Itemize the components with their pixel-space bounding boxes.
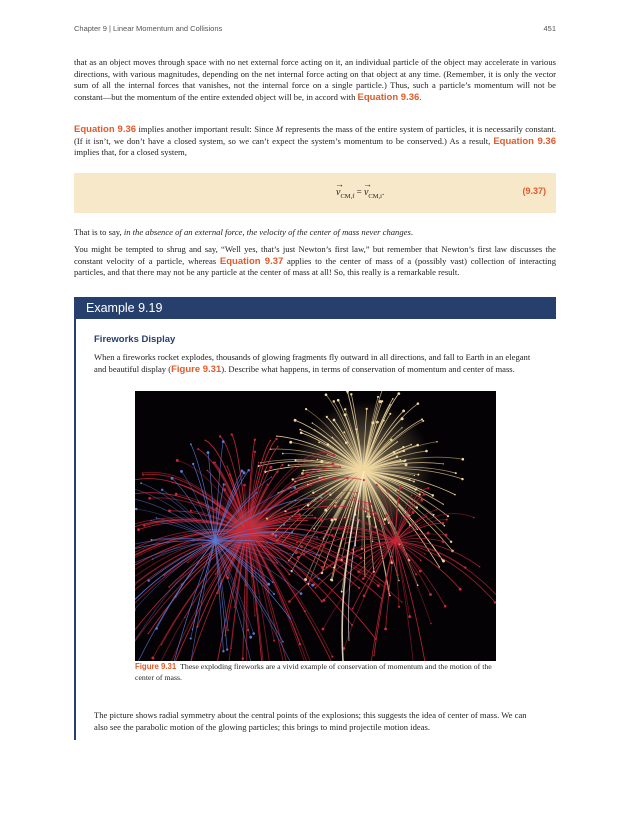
firework-spark: [156, 517, 157, 518]
firework-spark: [321, 600, 323, 602]
firework-spark: [479, 566, 480, 567]
firework-spark: [403, 450, 405, 452]
firework-spark: [223, 483, 225, 485]
firework-spark: [298, 513, 301, 516]
firework-streak: [247, 531, 353, 661]
firework-spark: [197, 448, 199, 450]
firework-spark: [443, 504, 444, 505]
firework-spark: [436, 509, 437, 510]
firework-spark: [192, 463, 194, 465]
firework-spark: [289, 441, 292, 444]
firework-spark: [318, 578, 320, 580]
firework-spark: [327, 443, 330, 446]
firework-spark: [430, 623, 431, 624]
page-number: 451: [543, 24, 556, 33]
firework-spark: [256, 492, 258, 494]
figure-link[interactable]: Figure 9.31: [171, 363, 222, 375]
firework-spark: [447, 515, 449, 517]
firework-spark: [190, 638, 192, 640]
firework-spark: [425, 450, 428, 453]
running-head: [74, 24, 556, 38]
firework-spark: [424, 553, 425, 554]
firework-spark: [176, 459, 179, 462]
firework-spark: [282, 453, 284, 455]
firework-spark: [375, 484, 377, 486]
firework-spark: [320, 519, 322, 521]
firework-spark: [333, 419, 336, 422]
firework-spark: [288, 464, 290, 466]
firework-spark: [135, 508, 137, 511]
firework-spark: [461, 478, 463, 480]
red-burst: [135, 433, 496, 661]
firework-spark: [398, 580, 399, 581]
firework-spark: [171, 477, 174, 480]
firework-spark: [459, 588, 462, 591]
firework-spark: [331, 579, 333, 581]
firework-spark: [436, 441, 438, 443]
firework-spark: [137, 528, 140, 531]
chapter-title: Chapter 9 | Linear Momentum and Collisions: [74, 24, 223, 33]
firework-spark: [175, 493, 178, 496]
firework-spark: [313, 528, 315, 530]
firework-spark: [323, 599, 326, 602]
paragraph-newton: You might be tempted to shrug and say, “Well yes, that’s just Newton’s first law,” but remember that Newton’s first law discusses the constant velocity of a particle, whereas Equation 9.37 applies to the center of mass of a (possibly vast) collection of interacting particles, and that there may not be any particle at the center of mass at all! So, this really is a remarkable result.: [74, 244, 556, 278]
firework-spark: [323, 562, 326, 565]
paragraph-intro: that as an object moves through space with no net external force acting on it, an individual particle of the object may accelerate in various directions, with various magnitudes, depending on the net internal force acting on that object at any time. (Remember, it is only the vector sum of all the internal forces that vanishes, not the internal force on a single particle.) Thus, such a particle’s momentum will not be constant—but the momentum of the entire extended object will be, in accord with Equation 9.36.: [74, 57, 556, 103]
firework-spark: [205, 440, 206, 441]
firework-spark: [227, 630, 228, 631]
firework-spark: [294, 459, 296, 461]
firework-spark: [353, 496, 355, 498]
firework-spark: [190, 443, 192, 445]
firework-spark: [363, 595, 366, 598]
firework-spark: [427, 487, 429, 489]
firework-spark: [277, 446, 279, 448]
firework-streak: [135, 541, 215, 661]
firework-spark: [352, 608, 354, 610]
firework-spark: [346, 477, 349, 480]
firework-spark: [344, 542, 346, 544]
firework-spark: [357, 571, 360, 574]
firework-spark: [381, 400, 383, 402]
firework-spark: [283, 524, 285, 526]
firework-spark: [397, 499, 399, 501]
firework-spark: [355, 545, 356, 546]
firework-spark: [421, 418, 423, 420]
firework-spark: [384, 627, 387, 630]
firework-spark: [243, 471, 246, 474]
firework-spark: [331, 519, 334, 522]
firework-spark: [296, 542, 298, 544]
firework-spark: [341, 591, 343, 593]
velocity-symbol: → v: [335, 179, 344, 198]
firework-spark: [344, 413, 347, 416]
firework-streak: [395, 541, 413, 661]
firework-spark: [343, 431, 345, 433]
firework-spark: [258, 462, 259, 463]
firework-spark: [423, 493, 426, 496]
equation-link[interactable]: Equation 9.36: [74, 124, 137, 135]
firework-spark: [151, 657, 154, 660]
firework-spark: [171, 482, 172, 483]
firework-spark: [345, 441, 348, 444]
firework-spark: [282, 641, 284, 643]
firework-spark: [369, 516, 371, 518]
firework-spark: [332, 527, 334, 529]
equation-content: → $v_{CM,f}$ = → $v_{CM,i}$.: [335, 179, 385, 200]
firework-spark: [249, 636, 252, 639]
firework-spark: [300, 592, 303, 595]
firework-spark: [297, 508, 300, 511]
firework-spark: [433, 514, 435, 516]
firework-spark: [318, 555, 319, 556]
firework-spark: [300, 545, 303, 548]
firework-streak: [135, 541, 215, 661]
firework-spark: [294, 486, 297, 489]
firework-spark: [304, 610, 306, 612]
velocity-symbol: → v: [362, 179, 372, 198]
example-header: [74, 297, 556, 319]
firework-spark: [269, 466, 272, 469]
firework-spark: [207, 470, 208, 471]
firework-spark: [326, 451, 328, 453]
firework-spark: [322, 628, 325, 631]
firework-spark: [275, 438, 277, 440]
firework-spark: [350, 393, 352, 395]
equation-link[interactable]: Equation 9.36: [493, 135, 556, 147]
firework-spark: [332, 454, 335, 457]
figure-caption: Figure 9.31 These exploding fireworks are a vivid example of conservation of momentum and the motion of the center of mass.: [135, 662, 492, 682]
firework-spark: [444, 525, 446, 527]
firework-spark: [312, 514, 313, 515]
firework-spark: [331, 462, 334, 465]
firework-spark: [399, 486, 402, 489]
firework-spark: [358, 587, 360, 589]
subscript-initial: CM,i: [368, 192, 382, 200]
firework-spark: [417, 474, 419, 476]
equation-box: [74, 173, 556, 213]
firework-spark: [281, 464, 283, 466]
firework-spark: [389, 595, 391, 597]
firework-spark: [234, 607, 235, 608]
firework-spark: [444, 605, 447, 608]
firework-spark: [243, 484, 246, 487]
firework-spark: [462, 458, 465, 461]
firework-spark: [152, 558, 153, 559]
example-closing: The picture shows radial symmetry about the central points of the explosions; this suggests the idea of center of mass. We can also see the parabolic motion of the glowing particles; this brings to mind projectile motion ideas.: [94, 710, 527, 732]
firework-spark: [302, 470, 304, 472]
firework-spark: [311, 584, 314, 587]
firework-spark: [389, 413, 391, 415]
firework-spark: [180, 470, 183, 473]
firework-spark: [187, 562, 188, 563]
firework-spark: [321, 566, 324, 569]
firework-spark: [299, 429, 301, 431]
example-title: Example 9.19: [86, 301, 163, 315]
firework-spark: [219, 435, 221, 437]
firework-spark: [317, 459, 319, 461]
figure-label: Figure 9.31: [135, 662, 177, 671]
firework-spark: [412, 511, 415, 514]
firework-spark: [473, 517, 475, 519]
firework-spark: [356, 492, 357, 493]
firework-spark: [450, 541, 452, 543]
firework-spark: [401, 601, 402, 602]
firework-spark: [386, 490, 388, 492]
firework-spark: [291, 531, 293, 533]
firework-spark: [318, 442, 320, 444]
firework-spark: [190, 510, 192, 512]
firework-spark: [415, 488, 417, 490]
firework-spark: [288, 600, 291, 603]
firework-spark: [442, 540, 445, 543]
firework-spark: [333, 536, 335, 538]
firework-streak: [168, 541, 215, 661]
firework-spark: [247, 469, 250, 472]
firework-spark: [294, 419, 297, 422]
firework-spark: [414, 475, 415, 476]
firework-spark: [222, 440, 225, 443]
firework-spark: [242, 657, 245, 660]
firework-spark: [270, 440, 271, 441]
firework-spark: [398, 606, 400, 608]
firework-spark: [272, 581, 274, 583]
firework-spark: [408, 615, 411, 618]
firework-spark: [207, 451, 210, 454]
firework-spark: [344, 408, 346, 410]
firework-spark: [297, 556, 300, 559]
firework-spark: [444, 534, 447, 537]
firework-spark: [227, 466, 228, 467]
equation-link[interactable]: Equation 9.37: [219, 255, 284, 267]
firework-spark: [442, 522, 444, 524]
firework-spark: [355, 428, 357, 430]
firework-spark: [142, 474, 144, 476]
firework-spark: [143, 524, 145, 526]
firework-spark: [325, 393, 328, 396]
firework-spark: [223, 488, 226, 491]
firework-spark: [312, 492, 314, 494]
firework-spark: [384, 518, 387, 521]
firework-spark: [410, 444, 412, 446]
firework-spark: [339, 466, 341, 468]
firework-spark: [277, 562, 278, 563]
vector-arrow: →: [335, 179, 344, 189]
firework-spark: [396, 574, 398, 576]
firework-spark: [252, 632, 255, 635]
firework-spark: [404, 461, 406, 463]
firework-spark: [326, 416, 328, 418]
firework-spark: [267, 583, 270, 586]
firework-spark: [402, 410, 405, 413]
firework-spark: [429, 593, 432, 596]
firework-spark: [346, 391, 349, 393]
firework-spark: [275, 534, 278, 537]
firework-spark: [439, 566, 440, 567]
firework-spark: [312, 422, 313, 423]
firework-spark: [323, 477, 325, 479]
firework-spark: [222, 650, 224, 652]
firework-spark: [454, 494, 456, 496]
firework-spark: [289, 618, 291, 620]
firework-spark: [276, 435, 277, 436]
firework-spark: [326, 566, 328, 568]
firework-spark: [405, 463, 408, 466]
firework-spark: [150, 520, 151, 521]
firework-spark: [288, 573, 290, 575]
firework-spark: [254, 615, 255, 616]
firework-spark: [300, 431, 303, 434]
firework-spark: [273, 593, 275, 595]
firework-spark: [400, 459, 402, 461]
firework-spark: [213, 462, 215, 464]
firework-spark: [389, 404, 390, 405]
firework-spark: [362, 577, 365, 580]
fireworks-illustration: [135, 391, 496, 661]
firework-spark: [360, 557, 363, 560]
example-subtitle: Fireworks Display: [94, 334, 176, 345]
firework-spark: [323, 538, 324, 539]
firework-spark: [392, 398, 394, 400]
vector-arrow: →: [362, 179, 372, 189]
firework-spark: [140, 482, 142, 484]
firework-spark: [366, 408, 368, 410]
firework-spark: [333, 400, 336, 403]
firework-spark: [373, 655, 374, 656]
firework-streak: [344, 541, 395, 649]
firework-spark: [148, 497, 151, 500]
example-intro: When a fireworks rocket explodes, thousands of glowing fragments fly outward in all directions, and fall to Earth in an elegant and beautiful display (Figure 9.31). Describe what happens, in terms of conservation of momentum and center of mass.: [94, 352, 531, 375]
firework-spark: [443, 463, 444, 464]
firework-spark: [377, 584, 380, 587]
firework-spark: [331, 656, 333, 658]
paragraph-closed-system: Equation 9.36 implies another important result: Since M represents the mass of the entire system of particles, it is necessarily constant. (If it isn’t, we don’t have a closed system, so we can’t expect the system’s momentum to be conserved.) As a result, Equation 9.36 implies that, for a closed system,: [74, 124, 557, 158]
firework-spark: [254, 451, 256, 453]
firework-spark: [273, 640, 275, 642]
firework-spark: [142, 472, 143, 473]
firework-spark: [319, 477, 321, 479]
firework-spark: [231, 433, 233, 435]
firework-spark: [271, 476, 272, 477]
firework-spark: [417, 402, 420, 405]
firework-spark: [397, 441, 398, 442]
firework-spark: [306, 474, 309, 477]
firework-spark: [332, 437, 333, 438]
firework-spark: [420, 559, 422, 561]
subscript-final: CM,f: [340, 192, 355, 200]
equation-number: (9.37): [522, 186, 546, 196]
firework-spark: [385, 514, 388, 517]
firework-spark: [446, 519, 448, 521]
firework-spark: [226, 648, 228, 650]
firework-spark: [321, 518, 323, 520]
firework-spark: [306, 520, 307, 521]
firework-spark: [401, 427, 402, 428]
firework-spark: [425, 515, 427, 517]
firework-spark: [320, 497, 322, 499]
firework-spark: [432, 494, 435, 497]
firework-spark: [216, 592, 218, 594]
firework-spark: [148, 633, 149, 634]
firework-spark: [295, 551, 298, 554]
firework-spark: [161, 644, 162, 645]
example-sidebar-rule: [74, 319, 76, 740]
firework-spark: [420, 499, 423, 502]
firework-spark: [229, 473, 231, 475]
firework-spark: [316, 536, 318, 538]
firework-spark: [192, 629, 193, 630]
fireworks-photo: [135, 391, 496, 661]
firework-spark: [292, 554, 293, 555]
firework-spark: [155, 627, 158, 630]
firework-spark: [168, 586, 170, 588]
firework-spark: [315, 587, 317, 589]
firework-spark: [455, 472, 457, 474]
firework-spark: [411, 495, 412, 496]
firework-spark: [409, 479, 411, 481]
firework-spark: [329, 494, 331, 496]
firework-spark: [415, 573, 417, 575]
firework-spark: [376, 421, 379, 424]
firework-spark: [337, 399, 340, 402]
firework-spark: [370, 502, 373, 505]
firework-spark: [413, 481, 415, 483]
firework-spark: [361, 507, 363, 509]
firework-spark: [254, 439, 256, 441]
firework-spark: [147, 579, 149, 581]
firework-spark: [395, 490, 397, 492]
equals-sign: =: [354, 187, 364, 197]
firework-spark: [323, 544, 325, 546]
firework-spark: [397, 392, 400, 395]
firework-spark: [377, 396, 379, 398]
firework-spark: [335, 502, 336, 503]
equation-link[interactable]: Equation 9.36: [357, 91, 420, 103]
firework-spark: [305, 408, 307, 410]
firework-spark: [314, 429, 315, 430]
paragraph-center-of-mass: That is to say, in the absence of an external force, the velocity of the center of mass never changes.: [74, 227, 413, 237]
firework-spark: [366, 515, 368, 517]
firework-spark: [365, 511, 366, 512]
firework-spark: [401, 417, 404, 420]
firework-spark: [161, 489, 163, 491]
firework-spark: [464, 566, 466, 568]
